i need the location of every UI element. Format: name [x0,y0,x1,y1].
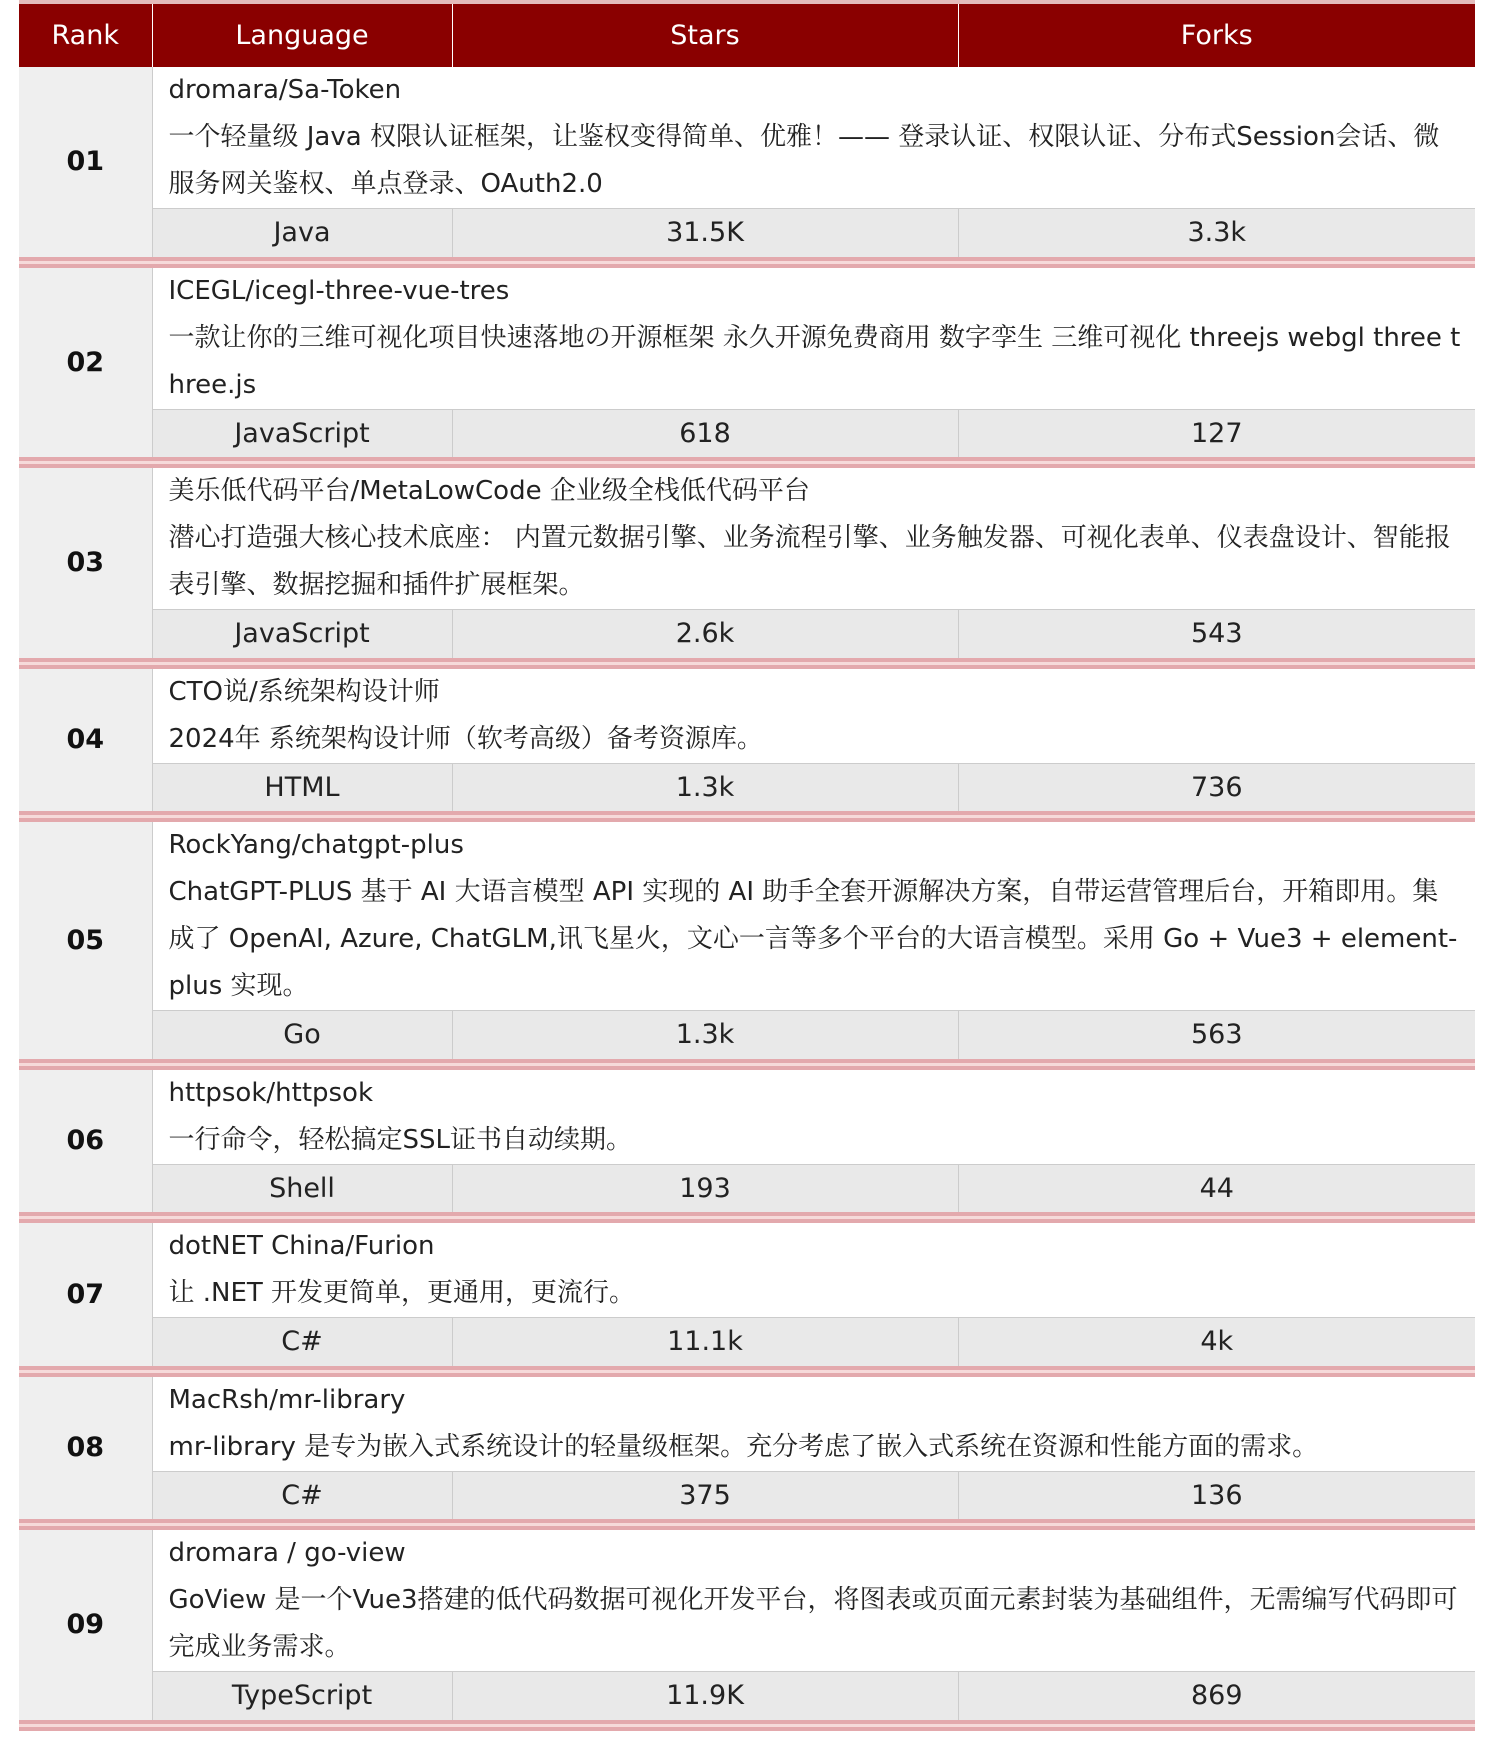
row-separator [19,1519,1475,1530]
separator-cell [19,457,1475,468]
table-row-meta [19,763,1475,811]
table-row-meta [19,1471,1475,1519]
repo-info-cell [152,1223,1475,1318]
stars-cell: 618 [452,409,958,457]
table-row [19,1377,1475,1472]
repo-info-cell [152,669,1475,764]
separator-bar [19,811,1475,822]
rank-cell: 01 [19,67,152,257]
repo-description: GoView 是一个Vue3搭建的低代码数据可视化开发平台，将图表或页面元素封装为基础组件，无需编写代码即可完成业务需求。 [168,1585,1458,1662]
repo-name: 美乐低代码平台/MetaLowCode 企业级全栈低代码平台 [168,476,810,506]
separator-bar [19,1519,1475,1530]
repo-info-cell [152,468,1475,610]
table-row-meta [19,1011,1475,1059]
separator-cell [19,1212,1475,1223]
separator-bar [19,658,1475,669]
language-cell: C# [152,1471,452,1519]
table-row [19,468,1475,610]
stars-cell: 2.6k [452,610,958,658]
row-separator [19,1366,1475,1377]
repo-info-cell [152,822,1475,1011]
separator-bar [19,1366,1475,1377]
repo-info-cell [152,67,1475,209]
rank-cell: 02 [19,268,152,458]
separator-bar [19,1720,1475,1731]
row-separator [19,457,1475,468]
header-row [19,4,1475,67]
rank-cell: 09 [19,1530,152,1720]
table-row-meta [19,1318,1475,1366]
forks-cell: 4k [958,1318,1475,1366]
separator-cell [19,1366,1475,1377]
row-separator [19,1059,1475,1070]
table-row-meta [19,209,1475,257]
table-row-meta [19,409,1475,457]
repo-description: ChatGPT-PLUS 基于 AI 大语言模型 API 实现的 AI 助手全套开源解决方案，自带运营管理后台，开箱即用。集成了 OpenAI, Azure, ChatGLM,讯飞星火，文心一言等多个平台的大语言模型。采用 Go + Vue3 + element-plus 实现。 [168,877,1458,1001]
language-cell: Shell [152,1164,452,1212]
repo-info-cell [152,268,1475,410]
repo-name: ICEGL/icegl-three-vue-tres [168,275,510,306]
table-row [19,1070,1475,1165]
stars-cell: 1.3k [452,1011,958,1059]
stars-cell: 1.3k [452,763,958,811]
repo-info-cell [152,1530,1475,1672]
table-row [19,67,1475,209]
repo-description: 让 .NET 开发更简单，更通用，更流行。 [168,1278,636,1308]
repo-description: mr-library 是专为嵌入式系统设计的轻量级框架。充分考虑了嵌入式系统在资源和性能方面的需求。 [168,1431,1319,1462]
row-separator [19,658,1475,669]
repo-info-cell [152,1070,1475,1165]
table-row [19,1530,1475,1672]
table-row-meta [19,1164,1475,1212]
separator-cell [19,811,1475,822]
row-separator [19,257,1475,268]
separator-bar [19,257,1475,268]
rank-cell: 07 [19,1223,152,1366]
table-row [19,1223,1475,1318]
table-row [19,268,1475,410]
forks-cell: 127 [958,409,1475,457]
repo-info-cell [152,1377,1475,1472]
separator-cell [19,257,1475,268]
separator-bar [19,1059,1475,1070]
separator-bar [19,457,1475,468]
rank-cell: 06 [19,1070,152,1213]
repo-ranking-table [19,4,1475,1731]
stars-cell: 31.5K [452,209,958,257]
stars-cell: 375 [452,1471,958,1519]
header-stars: Stars [452,4,958,67]
repo-name: httpsok/httpsok [168,1077,374,1108]
rank-cell: 05 [19,822,152,1059]
table-body [19,67,1475,1731]
stars-cell: 11.9K [452,1672,958,1720]
header-rank: Rank [19,4,152,67]
repo-description: 2024年 系统架构设计师（软考高级）备考资源库。 [168,723,763,754]
rank-cell: 03 [19,468,152,658]
language-cell: JavaScript [152,409,452,457]
forks-cell: 869 [958,1672,1475,1720]
table-row [19,669,1475,764]
forks-cell: 44 [958,1164,1475,1212]
language-cell: JavaScript [152,610,452,658]
row-separator [19,811,1475,822]
header-forks: Forks [958,4,1475,67]
rank-cell: 04 [19,669,152,812]
separator-cell [19,1059,1475,1070]
repo-name: MacRsh/mr-library [168,1384,406,1415]
repo-description: 一款让你的三维可视化项目快速落地の开源框架 永久开源免费商用 数字孪生 三维可视化 threejs webgl three three.js [168,322,1461,400]
forks-cell: 3.3k [958,209,1475,257]
language-cell: Java [152,209,452,257]
separator-bar [19,1212,1475,1223]
separator-cell [19,1519,1475,1530]
language-cell: C# [152,1318,452,1366]
language-cell: Go [152,1011,452,1059]
repo-description: 潜心打造强大核心技术底座： 内置元数据引擎、业务流程引擎、业务触发器、可视化表单、仪表盘设计、智能报表引擎、数据挖掘和插件扩展框架。 [168,523,1451,600]
repo-description: 一个轻量级 Java 权限认证框架，让鉴权变得简单、优雅！—— 登录认证、权限认证、分布式Session会话、微服务网关鉴权、单点登录、OAuth2.0 [168,122,1440,199]
rank-cell: 08 [19,1377,152,1520]
forks-cell: 136 [958,1471,1475,1519]
separator-cell [19,1720,1475,1731]
repo-name: dromara/Sa-Token [168,75,402,105]
table-row-meta [19,610,1475,658]
language-cell: TypeScript [152,1672,452,1720]
row-separator [19,1720,1475,1731]
separator-cell [19,658,1475,669]
forks-cell: 543 [958,610,1475,658]
stars-cell: 11.1k [452,1318,958,1366]
stars-cell: 193 [452,1164,958,1212]
repo-name: RockYang/chatgpt-plus [168,830,464,860]
repo-name: CTO说/系统架构设计师 [168,676,440,707]
table-row [19,822,1475,1011]
repo-name: dotNET China/Furion [168,1231,435,1261]
table-row-meta [19,1672,1475,1720]
language-cell: HTML [152,763,452,811]
repo-name: dromara / go-view [168,1538,406,1568]
row-separator [19,1212,1475,1223]
forks-cell: 563 [958,1011,1475,1059]
header-language: Language [152,4,452,67]
forks-cell: 736 [958,763,1475,811]
repo-description: 一行命令，轻松搞定SSL证书自动续期。 [168,1124,632,1155]
